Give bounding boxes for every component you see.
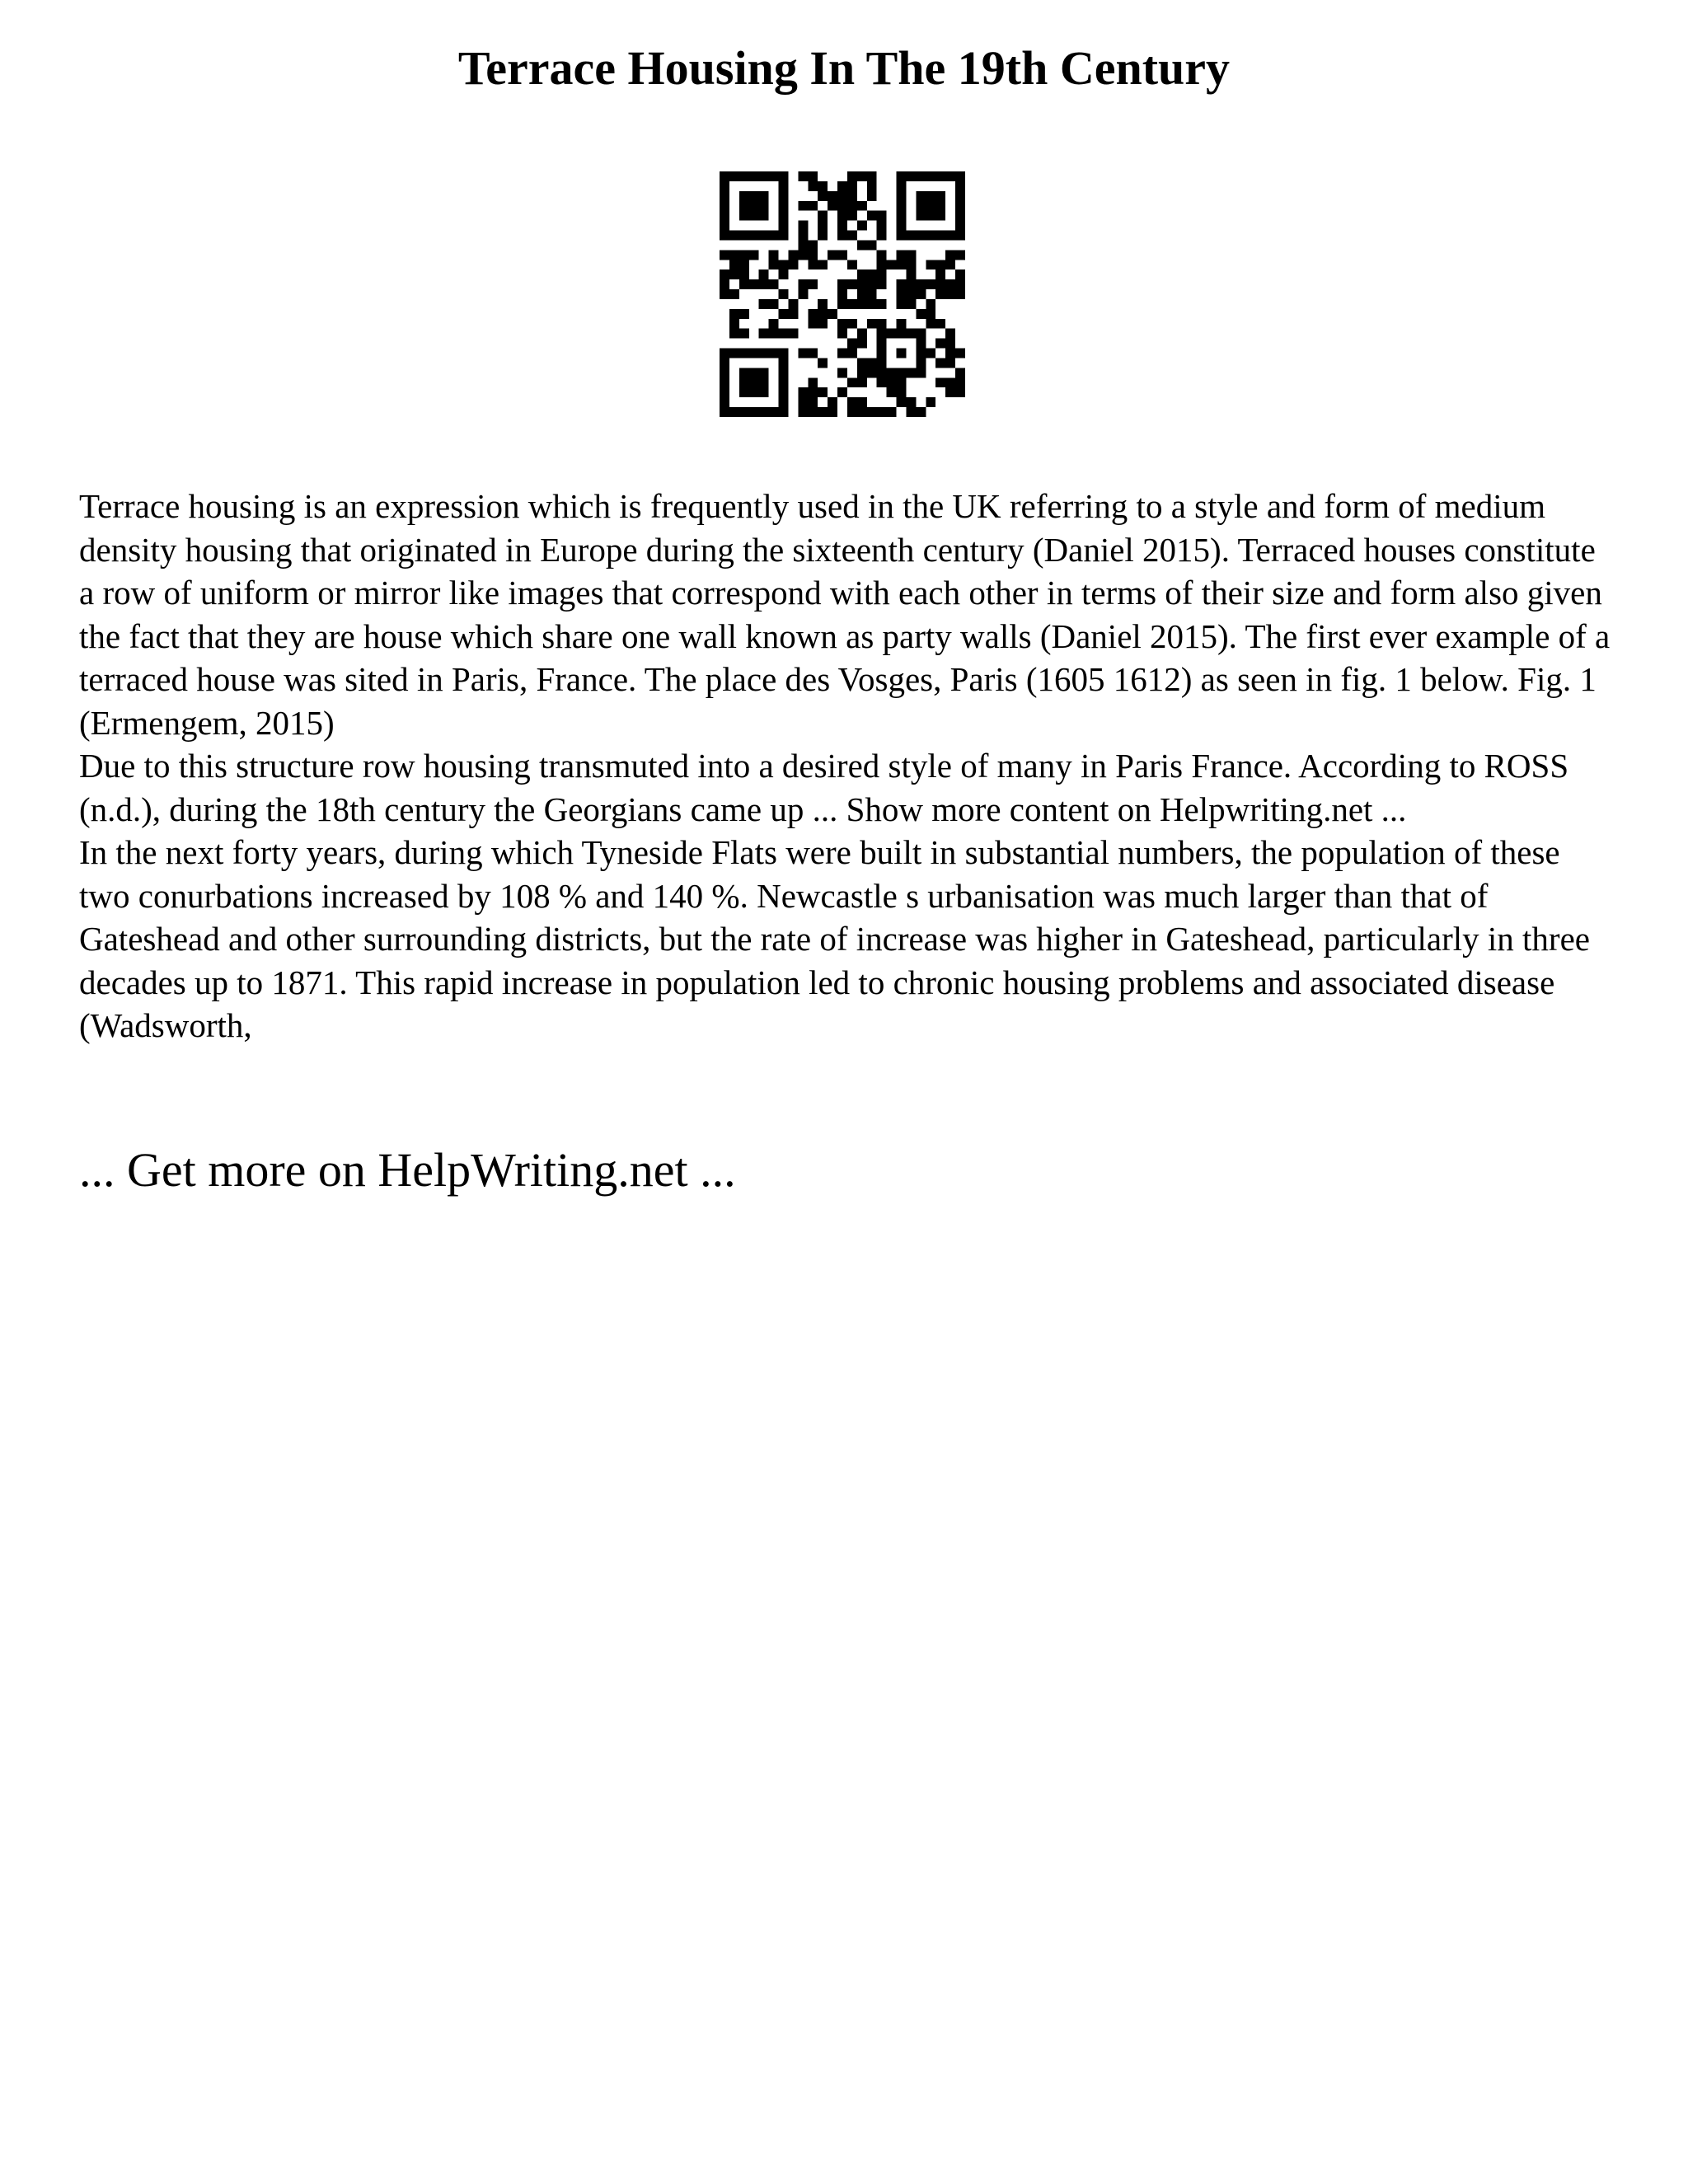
paragraph: Due to this structure row housing transmuted into a desired style of many in Paris France. According to ROSS (n.d.), during the 18th century the Georgians came up ... Show more content on Helpwriting.net ... bbox=[79, 747, 1569, 828]
get-more-link[interactable]: ... Get more on HelpWriting.net ... bbox=[79, 1143, 736, 1197]
paragraph: Terrace housing is an expression which is frequently used in the UK referring to a style and form of medium density housing that originated in Europe during the sixteenth century (Daniel 2015). Terraced houses constitute a row of uniform or mirror like images that correspond with each other in terms of their size and form also given the fact that they are house which share one wall known as party walls (Daniel 2015). The first ever example of a terraced house was sited in Paris, France. The place des Vosges, Paris (1605 1612) as seen in fig. 1 below. Fig. 1 (Ermengem, 2015) bbox=[79, 487, 1611, 742]
article-body bbox=[79, 485, 1612, 1047]
page-title: Terrace Housing In The 19th Century bbox=[457, 41, 1231, 95]
paragraph: In the next forty years, during which Tyneside Flats were built in substantial numbers, the population of these two conurbations increased by 108 % and 140 %. Newcastle s urbanisation was much larger than that of Gateshead and other surrounding districts, but the rate of increase was higher in Gateshead, particularly in three decades up to 1871. This rapid increase in population led to chronic housing problems and associated disease (Wadsworth, bbox=[79, 833, 1590, 1044]
qr-code-icon bbox=[720, 171, 965, 417]
